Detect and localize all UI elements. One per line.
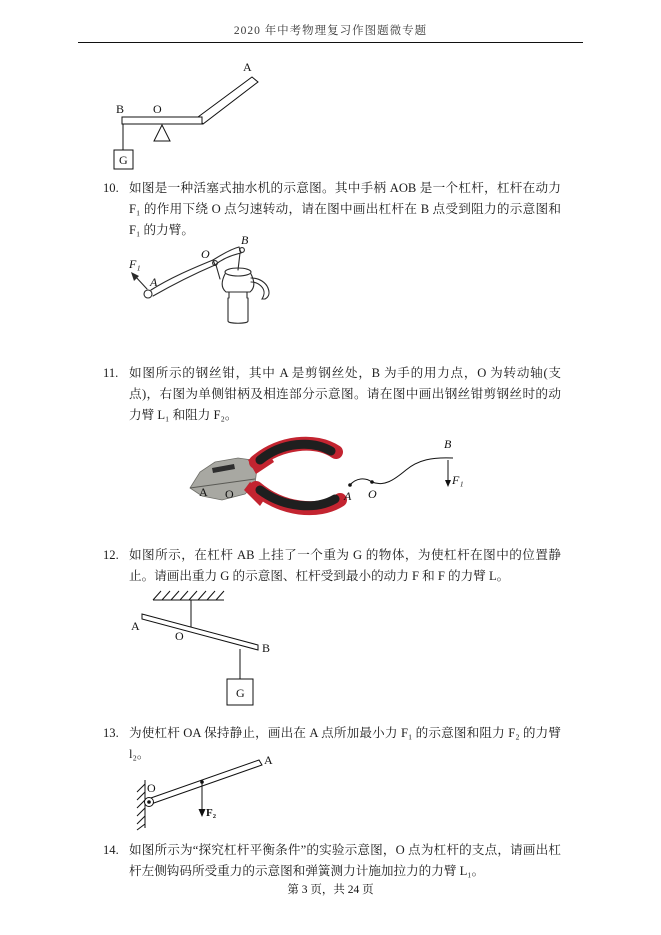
bent-lever-arm-horizontal [122,117,202,124]
lever-bar [142,614,258,650]
pump-body [222,274,254,292]
question-11 [103,363,561,426]
wall-lever-label-o: O [147,781,156,795]
question-11-text: 如图所示的钢丝钳，其中 A 是剪钢丝处，B 为手的用力点，O 为转动轴(支点)，右图为单侧钳柄及相连部分示意图。请在图中画出钢丝钳剪钢丝时的动力臂 L₁ 和阻力 F₂。 [129,366,561,422]
hanging-lever-label-a: A [131,619,140,633]
fulcrum-triangle [154,125,170,141]
wall-pivot-pin [147,800,151,804]
wall-lever-diagram [125,750,290,832]
schematic-force-arrowhead [445,480,451,487]
pliers-diagram [160,432,464,520]
question-13-number: 13. [103,726,119,740]
bent-lever-label-a: A [243,60,252,74]
bent-lever-arm-angled [198,77,258,124]
pliers-label-a: A [199,485,208,499]
schematic-label-a: A [344,489,352,503]
pump-label-a: A [150,275,158,289]
hanging-lever-label-o: O [175,629,184,643]
schematic-label-o: O [368,487,377,501]
question-10-number: 10. [103,181,119,195]
schematic-handle-curve [372,458,453,484]
wall-lever-label-a: A [264,753,273,767]
question-10-text: 如图是一种活塞式抽水机的示意图。其中手柄 AOB 是一个杠杆，杠杆在动力 F₁ 的作用下绕 O 点匀速转动，请在图中画出杠杆在 B 点受到阻力的示意图和 F₁ 的力臂。 [129,181,561,237]
schematic-jaw-segment [350,479,372,485]
question-12 [103,545,561,587]
question-13-text: 为使杠杆 OA 保持静止，画出在 A 点所加最小力 F₁ 的示意图和阻力 F₂ 的力臂 l₂。 [129,726,561,761]
pump-base-cylinder [228,292,248,323]
page-header-title: 2020 年中考物理复习作图题微专题 [233,25,428,37]
pump-label-f1: F₁ [129,257,141,271]
wall-lever-bar [148,760,262,804]
pump-handle-end-grip [144,290,152,298]
bent-lever-label-b: B [116,102,125,116]
weight-box-label-g: G [119,153,128,167]
question-12-number: 12. [103,548,119,562]
hanging-lever-label-b: B [262,641,271,655]
water-pump-diagram [125,232,300,337]
schematic-label-b: B [444,437,452,451]
pump-handle [151,260,215,296]
question-12-text: 如图所示，在杠杆 AB 上挂了一个重为 G 的物体，为使杠杆在图中的位置静止。请画出重力 G 的示意图、杠杆受到最小的动力 F 和 F 的力臂 L。 [129,548,561,583]
schematic-label-f1: F₁ [452,473,464,487]
pliers-label-b: B [306,437,315,451]
wall-hatching [137,784,145,830]
pliers-label-o: O [225,487,234,501]
question-14 [103,840,561,882]
question-14-number: 14. [103,843,119,857]
ceiling-hatching [153,591,224,600]
pump-label-o: O [201,247,210,261]
pump-pivot-bracket [216,265,220,279]
bent-lever-label-o: O [153,102,162,116]
question-11-number: 11. [103,366,119,380]
page-footer: 第 3 页，共 24 页 [287,884,374,896]
header-rule [78,42,583,43]
hanging-lever-diagram [120,588,300,706]
f2-arrowhead [199,809,206,817]
bent-lever-diagram [100,55,310,173]
pump-label-b: B [241,233,249,247]
question-14-text: 如图所示为“探究杠杆平衡条件”的实验示意图，O 点为杠杆的支点，请画出杠杆左侧钩码所受重力的示意图和弹簧测力计施加拉力的力臂 L₁。 [129,843,561,878]
weight-box-g-label: G [236,686,245,700]
wall-lever-label-f2: F₂ [206,807,217,819]
pump-piston-rod [238,253,240,270]
